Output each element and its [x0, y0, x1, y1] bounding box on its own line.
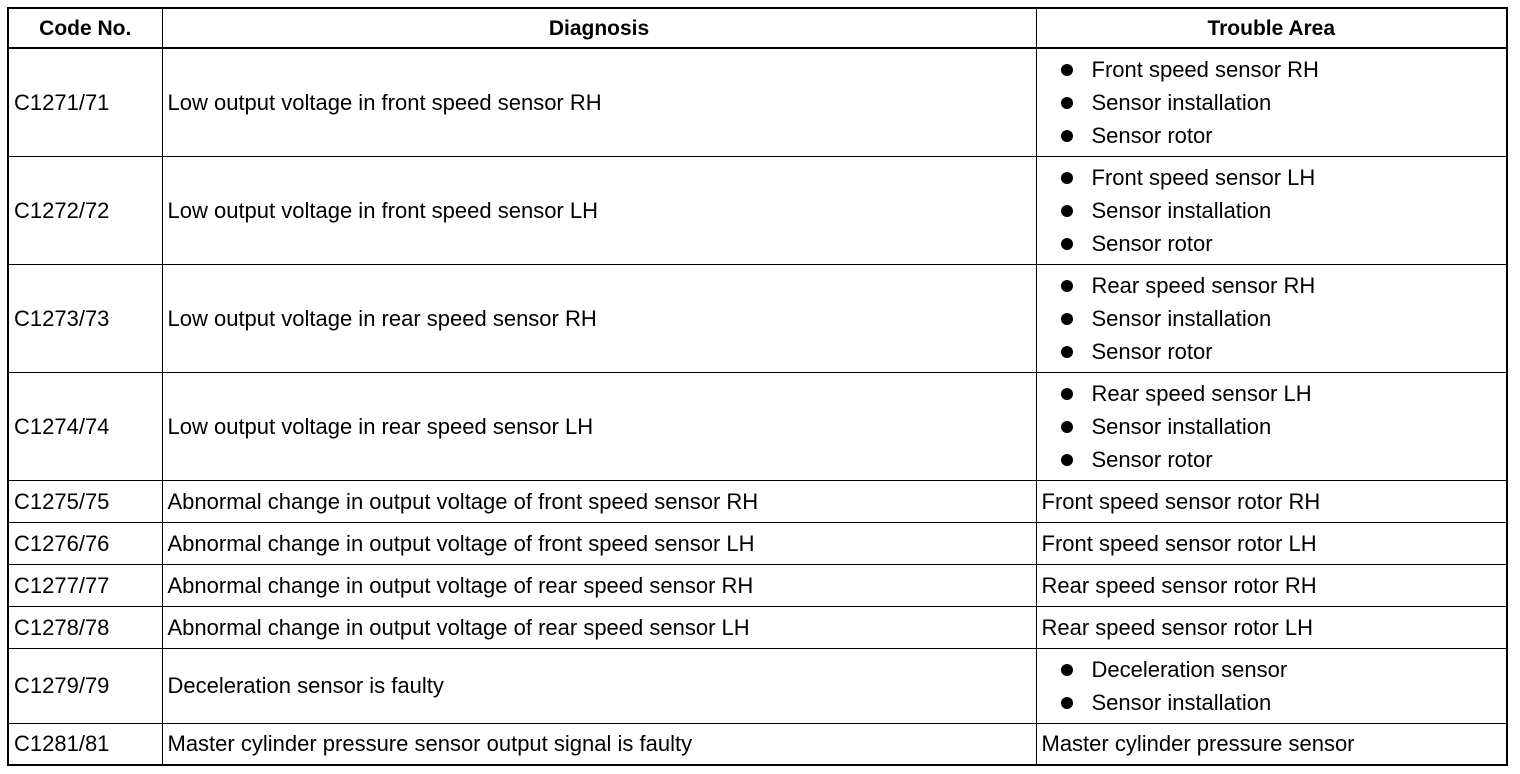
trouble-area-item: Sensor rotor: [1056, 227, 1502, 260]
table-row: [8, 48, 1507, 156]
trouble-area-item: Front speed sensor RH: [1056, 53, 1502, 86]
trouble-area-item: Front speed sensor LH: [1056, 161, 1502, 194]
trouble-area-cell: Master cylinder pressure sensor: [1036, 723, 1507, 765]
trouble-area-item: Sensor installation: [1056, 86, 1502, 119]
diagnosis-cell: Abnormal change in output voltage of front speed sensor LH: [162, 522, 1036, 564]
table-row: [8, 723, 1507, 765]
header-trouble-area: Trouble Area: [1036, 8, 1507, 48]
table-row: [8, 522, 1507, 564]
table-row: [8, 372, 1507, 480]
diagnosis-cell: Abnormal change in output voltage of rear speed sensor RH: [162, 564, 1036, 606]
header-code-no: Code No.: [8, 8, 162, 48]
trouble-area-cell: [1036, 264, 1507, 372]
diagnosis-cell: Low output voltage in front speed sensor LH: [162, 156, 1036, 264]
trouble-area-cell: [1036, 156, 1507, 264]
diagnosis-cell: Abnormal change in output voltage of rear speed sensor LH: [162, 606, 1036, 648]
diagnosis-cell: Low output voltage in rear speed sensor LH: [162, 372, 1036, 480]
table-body: [8, 48, 1507, 765]
trouble-area-cell: Rear speed sensor rotor LH: [1036, 606, 1507, 648]
table-row: [8, 606, 1507, 648]
code-cell: C1273/73: [8, 264, 162, 372]
header-row: [8, 8, 1507, 48]
code-cell: C1276/76: [8, 522, 162, 564]
trouble-area-item: Sensor installation: [1056, 686, 1502, 719]
trouble-area-list: [1042, 269, 1502, 368]
table-row: [8, 264, 1507, 372]
trouble-area-list: [1042, 161, 1502, 260]
code-cell: C1275/75: [8, 480, 162, 522]
diagnosis-cell: Master cylinder pressure sensor output signal is faulty: [162, 723, 1036, 765]
code-cell: C1272/72: [8, 156, 162, 264]
trouble-area-list: [1042, 653, 1502, 719]
header-diagnosis: Diagnosis: [162, 8, 1036, 48]
diagnosis-cell: Low output voltage in rear speed sensor RH: [162, 264, 1036, 372]
trouble-area-item: Sensor rotor: [1056, 443, 1502, 476]
trouble-area-cell: [1036, 648, 1507, 723]
table-row: [8, 480, 1507, 522]
table-row: [8, 564, 1507, 606]
trouble-area-item: Rear speed sensor RH: [1056, 269, 1502, 302]
diagnosis-cell: Deceleration sensor is faulty: [162, 648, 1036, 723]
trouble-area-cell: [1036, 48, 1507, 156]
trouble-area-item: Sensor installation: [1056, 194, 1502, 227]
code-cell: C1274/74: [8, 372, 162, 480]
code-cell: C1278/78: [8, 606, 162, 648]
code-cell: C1271/71: [8, 48, 162, 156]
trouble-area-item: Sensor rotor: [1056, 119, 1502, 152]
trouble-area-cell: Rear speed sensor rotor RH: [1036, 564, 1507, 606]
trouble-area-item: Sensor rotor: [1056, 335, 1502, 368]
trouble-area-item: Sensor installation: [1056, 302, 1502, 335]
trouble-area-item: Deceleration sensor: [1056, 653, 1502, 686]
trouble-area-list: [1042, 53, 1502, 152]
code-cell: C1279/79: [8, 648, 162, 723]
table-row: [8, 648, 1507, 723]
trouble-area-item: Rear speed sensor LH: [1056, 377, 1502, 410]
diagnosis-cell: Abnormal change in output voltage of front speed sensor RH: [162, 480, 1036, 522]
trouble-area-cell: Front speed sensor rotor RH: [1036, 480, 1507, 522]
code-cell: C1281/81: [8, 723, 162, 765]
trouble-area-cell: [1036, 372, 1507, 480]
trouble-area-cell: Front speed sensor rotor LH: [1036, 522, 1507, 564]
table-row: [8, 156, 1507, 264]
diagnosis-cell: Low output voltage in front speed sensor RH: [162, 48, 1036, 156]
trouble-area-list: [1042, 377, 1502, 476]
table-header: [8, 8, 1507, 48]
diagnostic-code-table: [7, 7, 1508, 766]
code-cell: C1277/77: [8, 564, 162, 606]
trouble-area-item: Sensor installation: [1056, 410, 1502, 443]
